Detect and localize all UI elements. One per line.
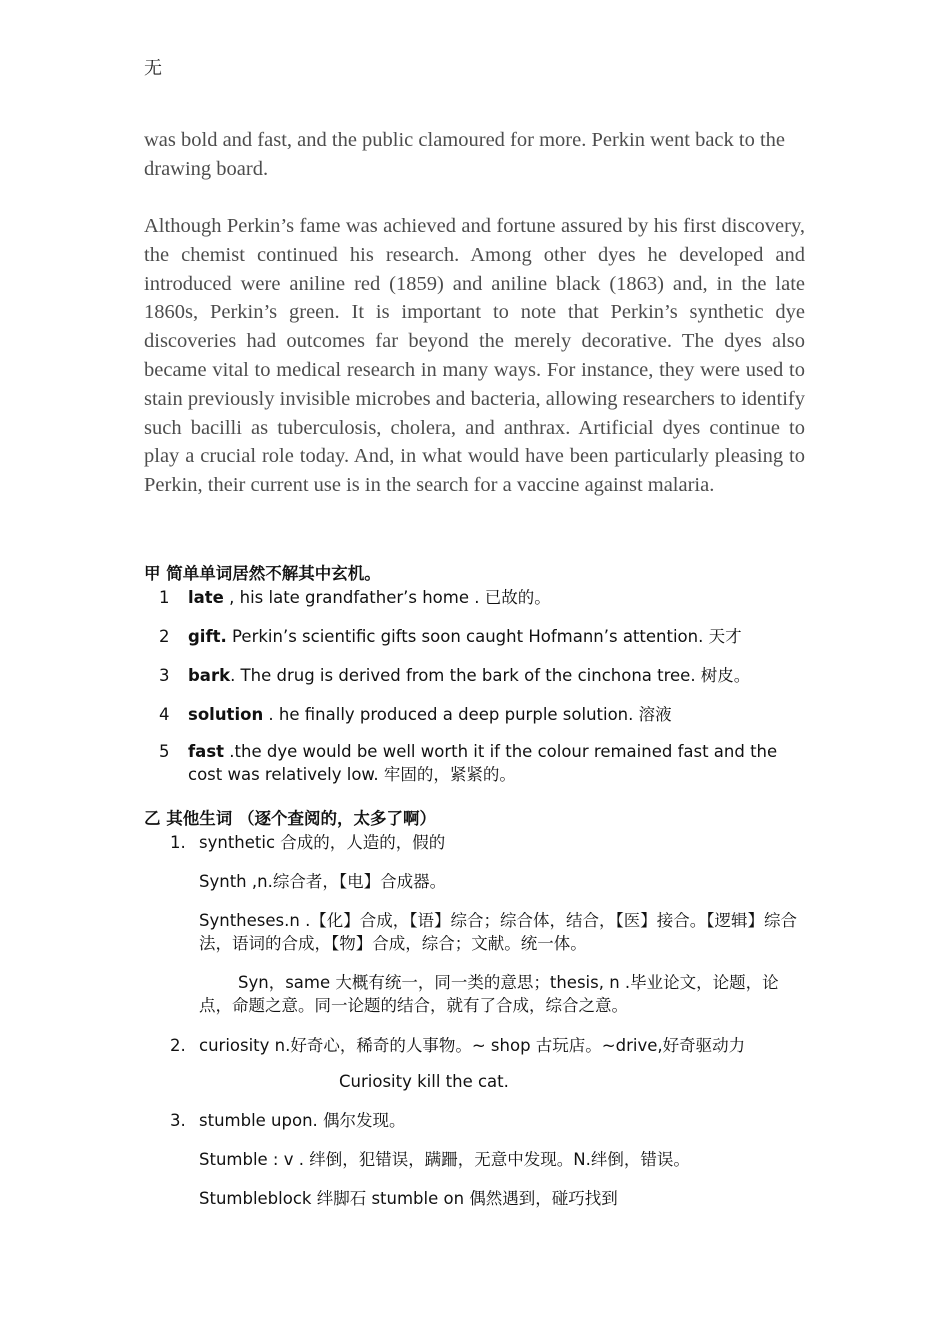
entry-headword: stumble upon. 偶尔发现。 bbox=[199, 1111, 406, 1130]
vocab-number: 3 bbox=[159, 666, 170, 685]
header-mark: 无 bbox=[144, 58, 162, 79]
vocab-number: 5 bbox=[159, 742, 170, 761]
vocab-example: .the dye would be well worth it if the colour remained fast and the cost was relatively low. 牢固的，紧紧的。 bbox=[188, 742, 778, 784]
paragraph-perkin-research: Although Perkin’s fame was achieved and fortune assured by his first discovery, the chemist continued his research. Among other dyes he developed and introduced were aniline red (1859) and aniline black (1863) and, in the late 1860s, Perkin’s green. It is important to note that Perkin’s synthetic dye discoveries had outcomes far beyond the merely decorative. The dyes also became vital to medical research in many ways. For instance, they were used to stain previously invisible microbes and bacteria, allowing researchers to identify such bacilli as tuberculosis, cholera, and anthrax. Artificial dyes continue to play a crucial role today. And, in what would have been particularly pleasing to Perkin, their current use is in the search for a vaccine against malaria. bbox=[144, 215, 805, 497]
entry-note: Synth ,n.综合者，【电】合成器。 bbox=[199, 872, 447, 891]
vocab-number: 1 bbox=[159, 588, 170, 607]
vocab-example: , his late grandfather’s home . 已故的。 bbox=[223, 588, 551, 607]
vocab-term: bark bbox=[188, 666, 231, 685]
entry-number: 2. bbox=[170, 1036, 186, 1055]
entry-note: Stumble : v . 绊倒，犯错误，蹒跚，无意中发现。N.绊倒，错误。 bbox=[199, 1150, 690, 1169]
entry-number: 1. bbox=[170, 833, 186, 852]
paragraph-continuation: was bold and fast, and the public clamoured for more. Perkin went back to the drawing board. bbox=[144, 129, 786, 180]
entry-headword: curiosity n.好奇心，稀奇的人事物。~ shop 古玩店。~drive,好奇驱动力 bbox=[199, 1036, 746, 1055]
vocab-example: . he finally produced a deep purple solution. 溶液 bbox=[263, 705, 672, 724]
entry-note: Stumbleblock 绊脚石 stumble on 偶然遇到，碰巧找到 bbox=[199, 1189, 618, 1208]
entry-headword: synthetic 合成的，人造的，假的 bbox=[199, 833, 446, 852]
vocab-term: late bbox=[188, 588, 224, 607]
section-heading-simple-words: 甲 简单单词居然不解其中玄机。 bbox=[144, 564, 381, 583]
vocab-number: 2 bbox=[159, 627, 170, 646]
vocab-example: Perkin’s scientific gifts soon caught Hofmann’s attention. 天才 bbox=[226, 627, 742, 646]
vocab-term: fast bbox=[188, 742, 225, 761]
vocab-term: gift. bbox=[188, 627, 227, 646]
vocab-example: . The drug is derived from the bark of the cinchona tree. 树皮。 bbox=[230, 666, 751, 685]
vocab-number: 4 bbox=[159, 705, 170, 724]
entry-note: Syntheses.n .【化】合成，【语】综合；综合体，结合，【医】接合。【逻辑】综合法，语词的合成，【物】合成，综合；文献。统一体。 bbox=[199, 911, 798, 953]
entry-note: Syn，same 大概有统一，同一类的意思；thesis, n .毕业论文，论题，论点，命题之意。同一论题的结合，就有了合成，综合之意。 bbox=[199, 973, 779, 1015]
vocab-term: solution bbox=[188, 705, 264, 724]
entry-number: 3. bbox=[170, 1111, 186, 1130]
section-heading-other-words: 乙 其他生词 （逐个查阅的，太多了啊） bbox=[144, 809, 436, 828]
entry-note: Curiosity kill the cat. bbox=[339, 1072, 509, 1091]
